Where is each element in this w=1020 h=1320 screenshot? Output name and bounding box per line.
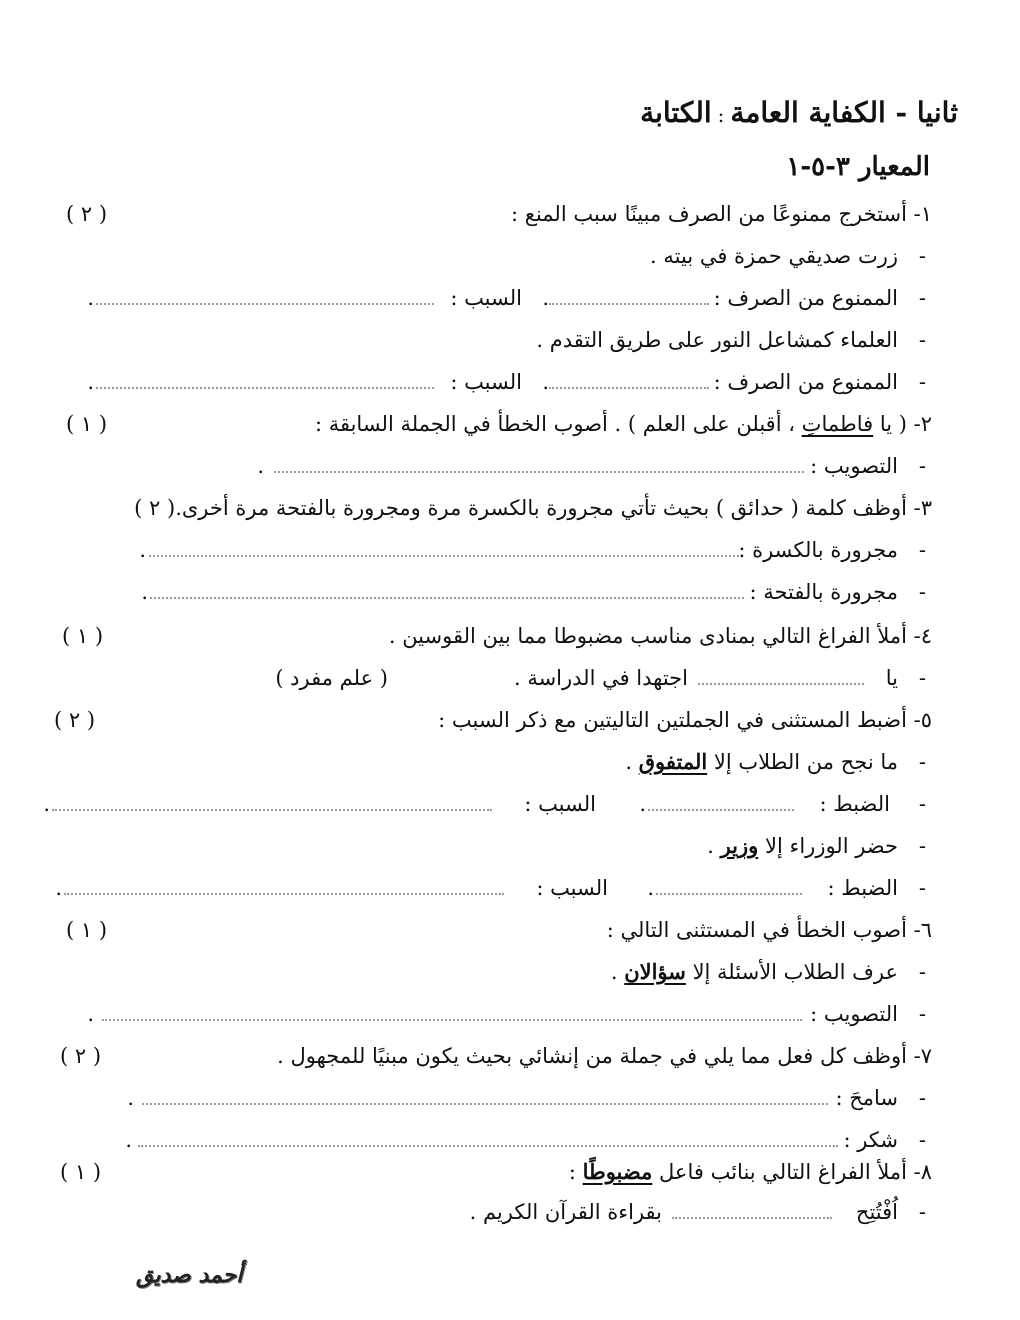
q7-verb-2-label: شكر : xyxy=(843,1128,898,1152)
q8-blank[interactable] xyxy=(672,1217,832,1219)
q6-correction-label: التصويب : xyxy=(810,1002,898,1026)
q5-sentence-1-text: ما نجح من الطلاب إلا المتفوق . xyxy=(625,749,898,774)
q3-fatha-label: مجرورة بالفتحة : xyxy=(749,580,898,604)
q3-kasra-label: مجرورة بالكسرة : xyxy=(738,538,898,562)
q6-correction: - التصويب : . xyxy=(40,994,924,1034)
question-4 xyxy=(40,616,932,656)
q5-dabt-2-blank[interactable] xyxy=(656,893,802,895)
q5-sentence-2: - حضر الوزراء إلا وزير . xyxy=(40,826,924,866)
q5-reason-1-label: السبب : xyxy=(524,792,596,816)
q1-answer-1: - الممنوع من الصرف : . السبب : . xyxy=(40,278,924,318)
q1-reason-2-blank[interactable] xyxy=(96,387,434,389)
question-3-text: ٣- أوظف كلمة ( حدائق ) بحيث تأتي مجرورة بالكسرة مرة ومجرورة بالفتحة مرة أخرى.( ٢ ) xyxy=(134,496,932,520)
question-2-marks: ( ١ ) xyxy=(66,412,108,436)
q1-answer-2-blank[interactable] xyxy=(549,387,709,389)
question-1 xyxy=(40,194,932,234)
q5-dabt-2-label: الضبط : xyxy=(827,876,898,900)
q1-reason-2-label: السبب : xyxy=(450,370,522,394)
question-8-marks: ( ١ ) xyxy=(60,1160,102,1184)
q5-answer-2: - الضبط : . السبب : . xyxy=(20,868,924,908)
q1-sentence-2-text: العلماء كمشاعل النور على طريق التقدم . xyxy=(536,328,898,352)
question-8-text: ٨- أملأ الفراغ التالي بنائب فاعل مضبوطًا : xyxy=(568,1159,932,1184)
q1-sentence-2: - العلماء كمشاعل النور على طريق التقدم . xyxy=(40,320,924,360)
question-8-underlined: مضبوطًا xyxy=(582,1159,653,1184)
q6-correction-blank[interactable] xyxy=(102,1019,802,1021)
q4-blank[interactable] xyxy=(698,683,864,685)
q2-correction-label: التصويب : xyxy=(810,454,898,478)
q5-reason-1-blank[interactable] xyxy=(52,809,492,811)
q1-sentence-1-text: زرت صديقي حمزة في بيته . xyxy=(650,244,898,268)
question-3 xyxy=(50,488,932,528)
question-4-text: ٤- أملأ الفراغ التالي بمنادى مناسب مضبوطا مما بين القوسين . xyxy=(388,624,932,648)
q5-reason-2-blank[interactable] xyxy=(64,893,504,895)
question-7 xyxy=(40,1036,932,1076)
q1-sentence-1: - زرت صديقي حمزة في بيته . xyxy=(40,236,924,276)
q5-sentence-1-underlined: المتفوق xyxy=(638,749,708,774)
question-5-text: ٥- أضبط المستثنى في الجملتين التاليتين مع ذكر السبب : xyxy=(438,708,932,732)
title-main: ثانيا - الكفاية العامة xyxy=(730,96,958,129)
question-1-text: ١- أستخرج ممنوعًا من الصرف مبينًا سبب المنع : xyxy=(511,202,932,226)
title-sub: الكتابة xyxy=(640,96,712,129)
question-5-marks: ( ٢ ) xyxy=(54,708,96,732)
q4-hint: ( علم مفرد ) xyxy=(275,666,388,690)
q1-reason-1-blank[interactable] xyxy=(96,303,434,305)
q6-sentence: - عرف الطلاب الأسئلة إلا سؤالان . xyxy=(40,952,924,992)
q7-verb-1-label: سامحَ : xyxy=(835,1086,898,1110)
q7-verb-2-blank[interactable] xyxy=(138,1145,838,1147)
question-4-marks: ( ١ ) xyxy=(62,624,104,648)
q8-rest: بقراءة القرآن الكريم . xyxy=(469,1200,662,1224)
question-6 xyxy=(40,910,932,950)
q7-verb-2: - شكر : . xyxy=(40,1120,924,1160)
q8-answer: - اُفْتُتِح بقراءة القرآن الكريم . xyxy=(40,1192,924,1232)
question-6-marks: ( ١ ) xyxy=(66,918,108,942)
q4-answer: - يا اجتهدا في الدراسة . ( علم مفرد ) xyxy=(40,658,924,698)
q5-sentence-1: - ما نجح من الطلاب إلا المتفوق . xyxy=(40,742,924,782)
question-2-text: ٢- ( يا فاطماتِ ، أقبلن على العلم ) . أصوب الخطأ في الجملة السابقة : xyxy=(314,412,932,436)
q5-sentence-2-text: حضر الوزراء إلا وزير . xyxy=(707,833,898,858)
q5-sentence-2-underlined: وزير xyxy=(720,833,759,858)
q5-dabt-1-label: الضبط : xyxy=(819,792,890,816)
question-7-text: ٧- أوظف كل فعل مما يلي في جملة من إنشائي بحيث يكون مبنيًا للمجهول . xyxy=(277,1044,932,1068)
q3-fatha-blank[interactable] xyxy=(150,597,744,599)
q1-answer-1-blank[interactable] xyxy=(549,303,709,305)
question-5 xyxy=(40,700,932,740)
q7-verb-1: - سامحَ : . xyxy=(40,1078,924,1118)
section-title xyxy=(640,96,958,129)
q2-correction-blank[interactable] xyxy=(274,471,804,473)
q5-answer-1: - الضبط : . السبب : . xyxy=(20,784,924,824)
q3-kasra-blank[interactable] xyxy=(149,555,739,557)
question-6-text: ٦- أصوب الخطأ في المستثنى التالي : xyxy=(606,918,932,942)
q3-kasra: - مجرورة بالكسرة : . xyxy=(40,530,924,570)
q5-reason-2-label: السبب : xyxy=(536,876,608,900)
question-2 xyxy=(40,404,932,444)
q7-verb-1-blank[interactable] xyxy=(142,1103,828,1105)
author-signature: أحمد صديق xyxy=(136,1262,243,1288)
standard-heading: المعيار ٣-٥-١ xyxy=(786,152,930,182)
q4-rest: اجتهدا في الدراسة . xyxy=(513,666,688,690)
q6-sentence-underlined: سؤالان xyxy=(624,959,686,984)
q3-fatha: - مجرورة بالفتحة : . xyxy=(40,572,924,612)
q5-dabt-1-blank[interactable] xyxy=(648,809,794,811)
question-2-underlined-word: فاطماتِ xyxy=(801,412,874,436)
question-7-marks: ( ٢ ) xyxy=(60,1044,102,1068)
q1-reason-1-label: السبب : xyxy=(450,286,522,310)
q1-answer-2-label: الممنوع من الصرف : xyxy=(713,370,898,394)
q6-sentence-text: عرف الطلاب الأسئلة إلا سؤالان . xyxy=(610,959,898,984)
q1-answer-2: - الممنوع من الصرف : . السبب : . xyxy=(40,362,924,402)
question-8 xyxy=(40,1152,932,1192)
q2-correction: - التصويب : . xyxy=(40,446,924,486)
q8-verb: اُفْتُتِح xyxy=(855,1200,898,1224)
question-1-marks: ( ٢ ) xyxy=(66,202,108,226)
q1-answer-1-label: الممنوع من الصرف : xyxy=(713,286,898,310)
title-colon: : xyxy=(717,103,725,127)
q4-ya: يا xyxy=(885,666,898,690)
